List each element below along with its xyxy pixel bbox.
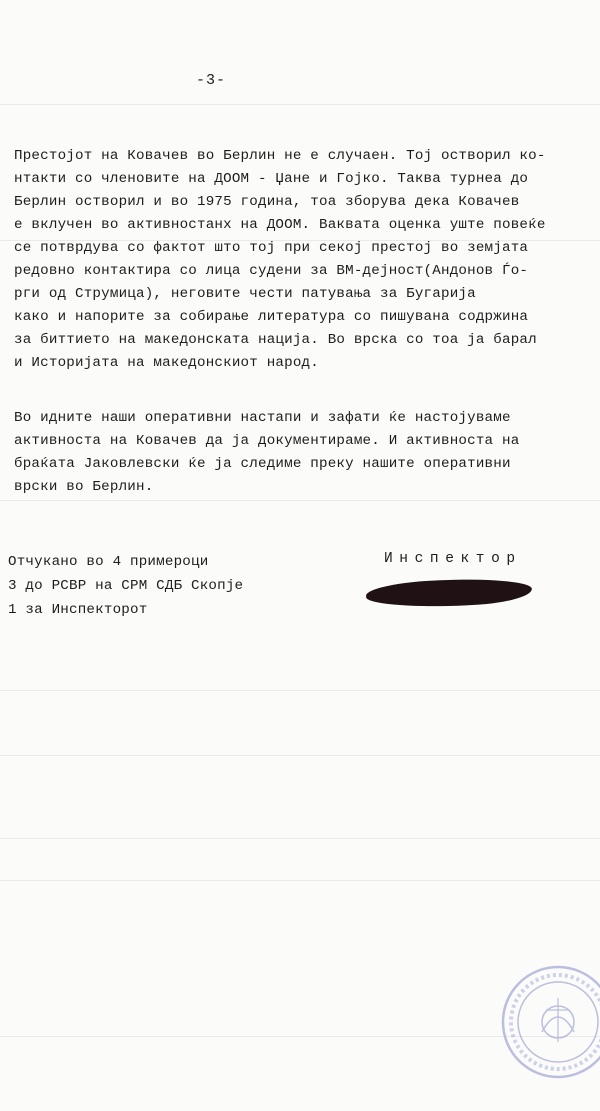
text-line: Во идните наши оперативни настапи и зафати ќе настојуваме <box>14 410 511 426</box>
redacted-signature <box>366 577 533 609</box>
text-line: и Историјата на македонскиот народ. <box>14 355 319 371</box>
text-line: Престојот на Ковачев во Берлин не е случаен. Тој остворил ко- <box>14 148 546 164</box>
text-line: нтакти со членовите на ДООМ - Џане и Гојко. Таква турнеа до <box>14 171 529 187</box>
distribution-note <box>8 550 243 622</box>
paper-rule <box>0 500 600 501</box>
copies-line: 1 за Инспекторот <box>8 602 148 618</box>
text-line: врски во Берлин. <box>14 479 154 495</box>
copies-line: 3 до РСВР на СРМ СДБ Скопје <box>8 578 244 594</box>
paper-rule <box>0 755 600 756</box>
text-line: активноста на Ковачев да ја документираме. И активноста на <box>14 433 520 449</box>
body-paragraph-2 <box>14 407 594 499</box>
paper-rule <box>0 838 600 839</box>
text-line: се потврдува со фактот што тој при секој престој во земјата <box>14 240 529 256</box>
text-line: за биттието на македонската нација. Во врска со тоа ја барал <box>14 332 537 348</box>
paper-rule <box>0 690 600 691</box>
signature-title: Инспектор <box>384 551 522 567</box>
body-paragraph-1 <box>14 145 594 375</box>
text-line: Берлин остворил и во 1975 година, тоа зборува дека Ковачев <box>14 194 520 210</box>
text-line: е вклучен во активностанх на ДООМ. Ваквата оценка уште повеќе <box>14 217 546 233</box>
paper-rule <box>0 880 600 881</box>
text-line: браќата Јаковлевски ќе ја следиме преку нашите оперативни <box>14 456 511 472</box>
paper-rule <box>0 104 600 105</box>
official-stamp <box>498 962 600 1082</box>
text-line: редовно контактира со лица судени за ВМ-дејност(Андонов Ѓо- <box>14 263 529 279</box>
copies-line: Отчукано во 4 примероци <box>8 554 209 570</box>
text-line: како и напорите за собирање литература со пишувана содржина <box>14 309 529 325</box>
text-line: рги од Струмица), неговите чести патувања за Бугарија <box>14 286 476 302</box>
page-number: -3- <box>196 72 227 89</box>
